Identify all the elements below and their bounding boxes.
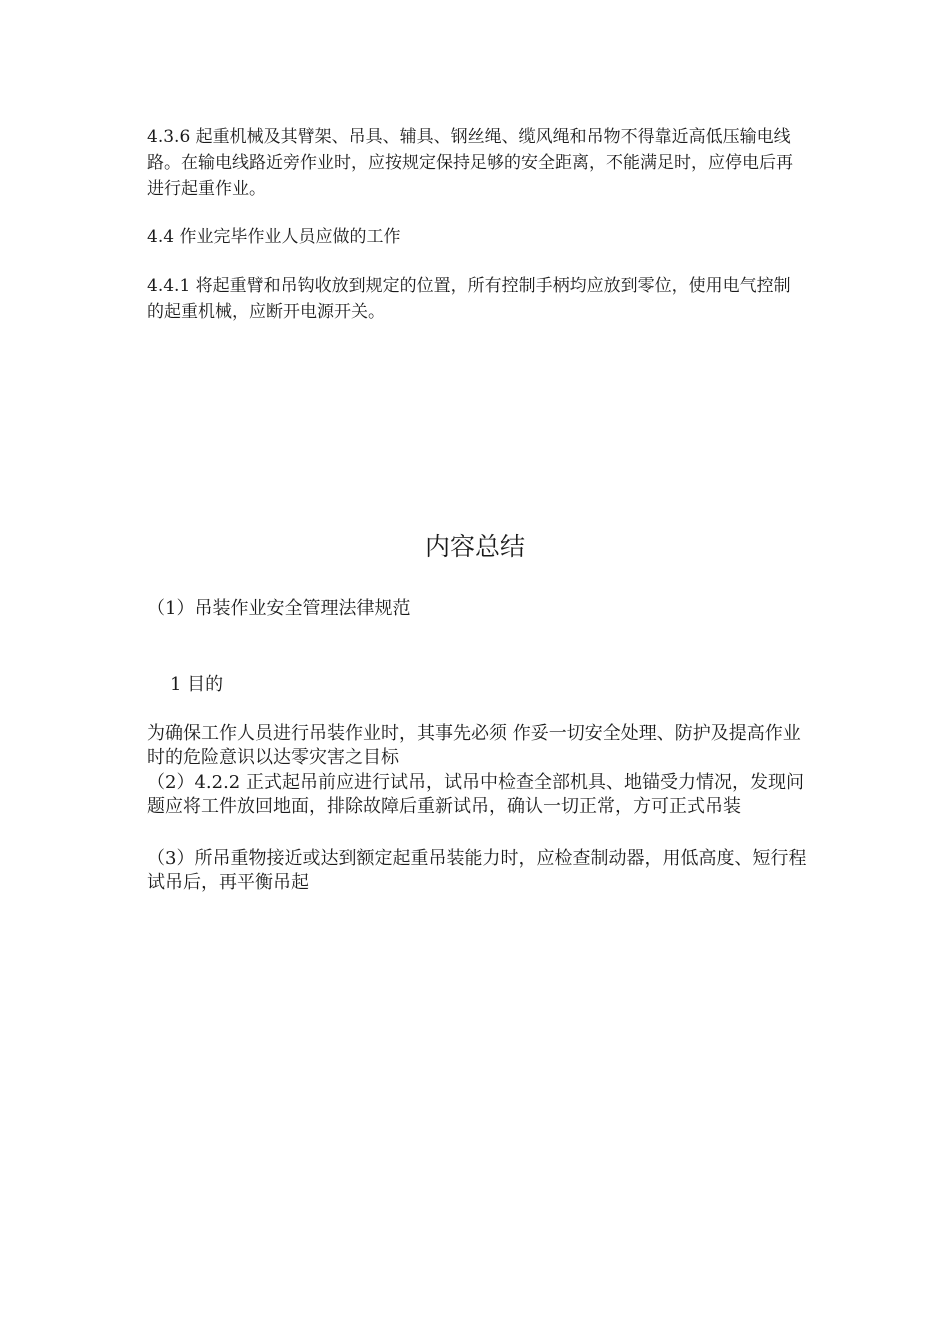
summary-item-1: （1）吊装作业安全管理法律规范 (147, 598, 411, 619)
paragraph-4-3-6: 4.3.6 起重机械及其臂架、吊具、辅具、钢丝绳、缆风绳和吊物不得靠近高低压输电线路。在输电线路近旁作业时，应按规定保持足够的安全距离，不能满足时，应停电后再进行起重作业。 (147, 127, 793, 199)
summary-title: 内容总结 (424, 532, 525, 561)
summary-purpose-heading: 1 目的 (170, 674, 224, 695)
heading-4-4: 4.4 作业完毕作业人员应做的工作 (147, 227, 401, 247)
paragraph-4-4-1: 4.4.1 将起重臂和吊钩收放到规定的位置，所有控制手柄均应放到零位，使用电气控制的起重机械，应断开电源开关。 (147, 276, 791, 322)
summary-item-2: （2）4.2.2 正式起吊前应进行试吊，试吊中检查全部机具、地锚受力情况，发现问题应将工件放回地面，排除故障后重新试吊，确认一切正常，方可正式吊装 (147, 772, 804, 817)
summary-item-3: （3）所吊重物接近或达到额定起重吊装能力时，应检查制动器，用低高度、短行程试吊后，再平衡吊起 (147, 848, 807, 893)
summary-purpose-text: 为确保工作人员进行吊装作业时，其事先必须 作妥一切安全处理、防护及提高作业时的危险意识以达零灾害之目标 (147, 723, 801, 768)
